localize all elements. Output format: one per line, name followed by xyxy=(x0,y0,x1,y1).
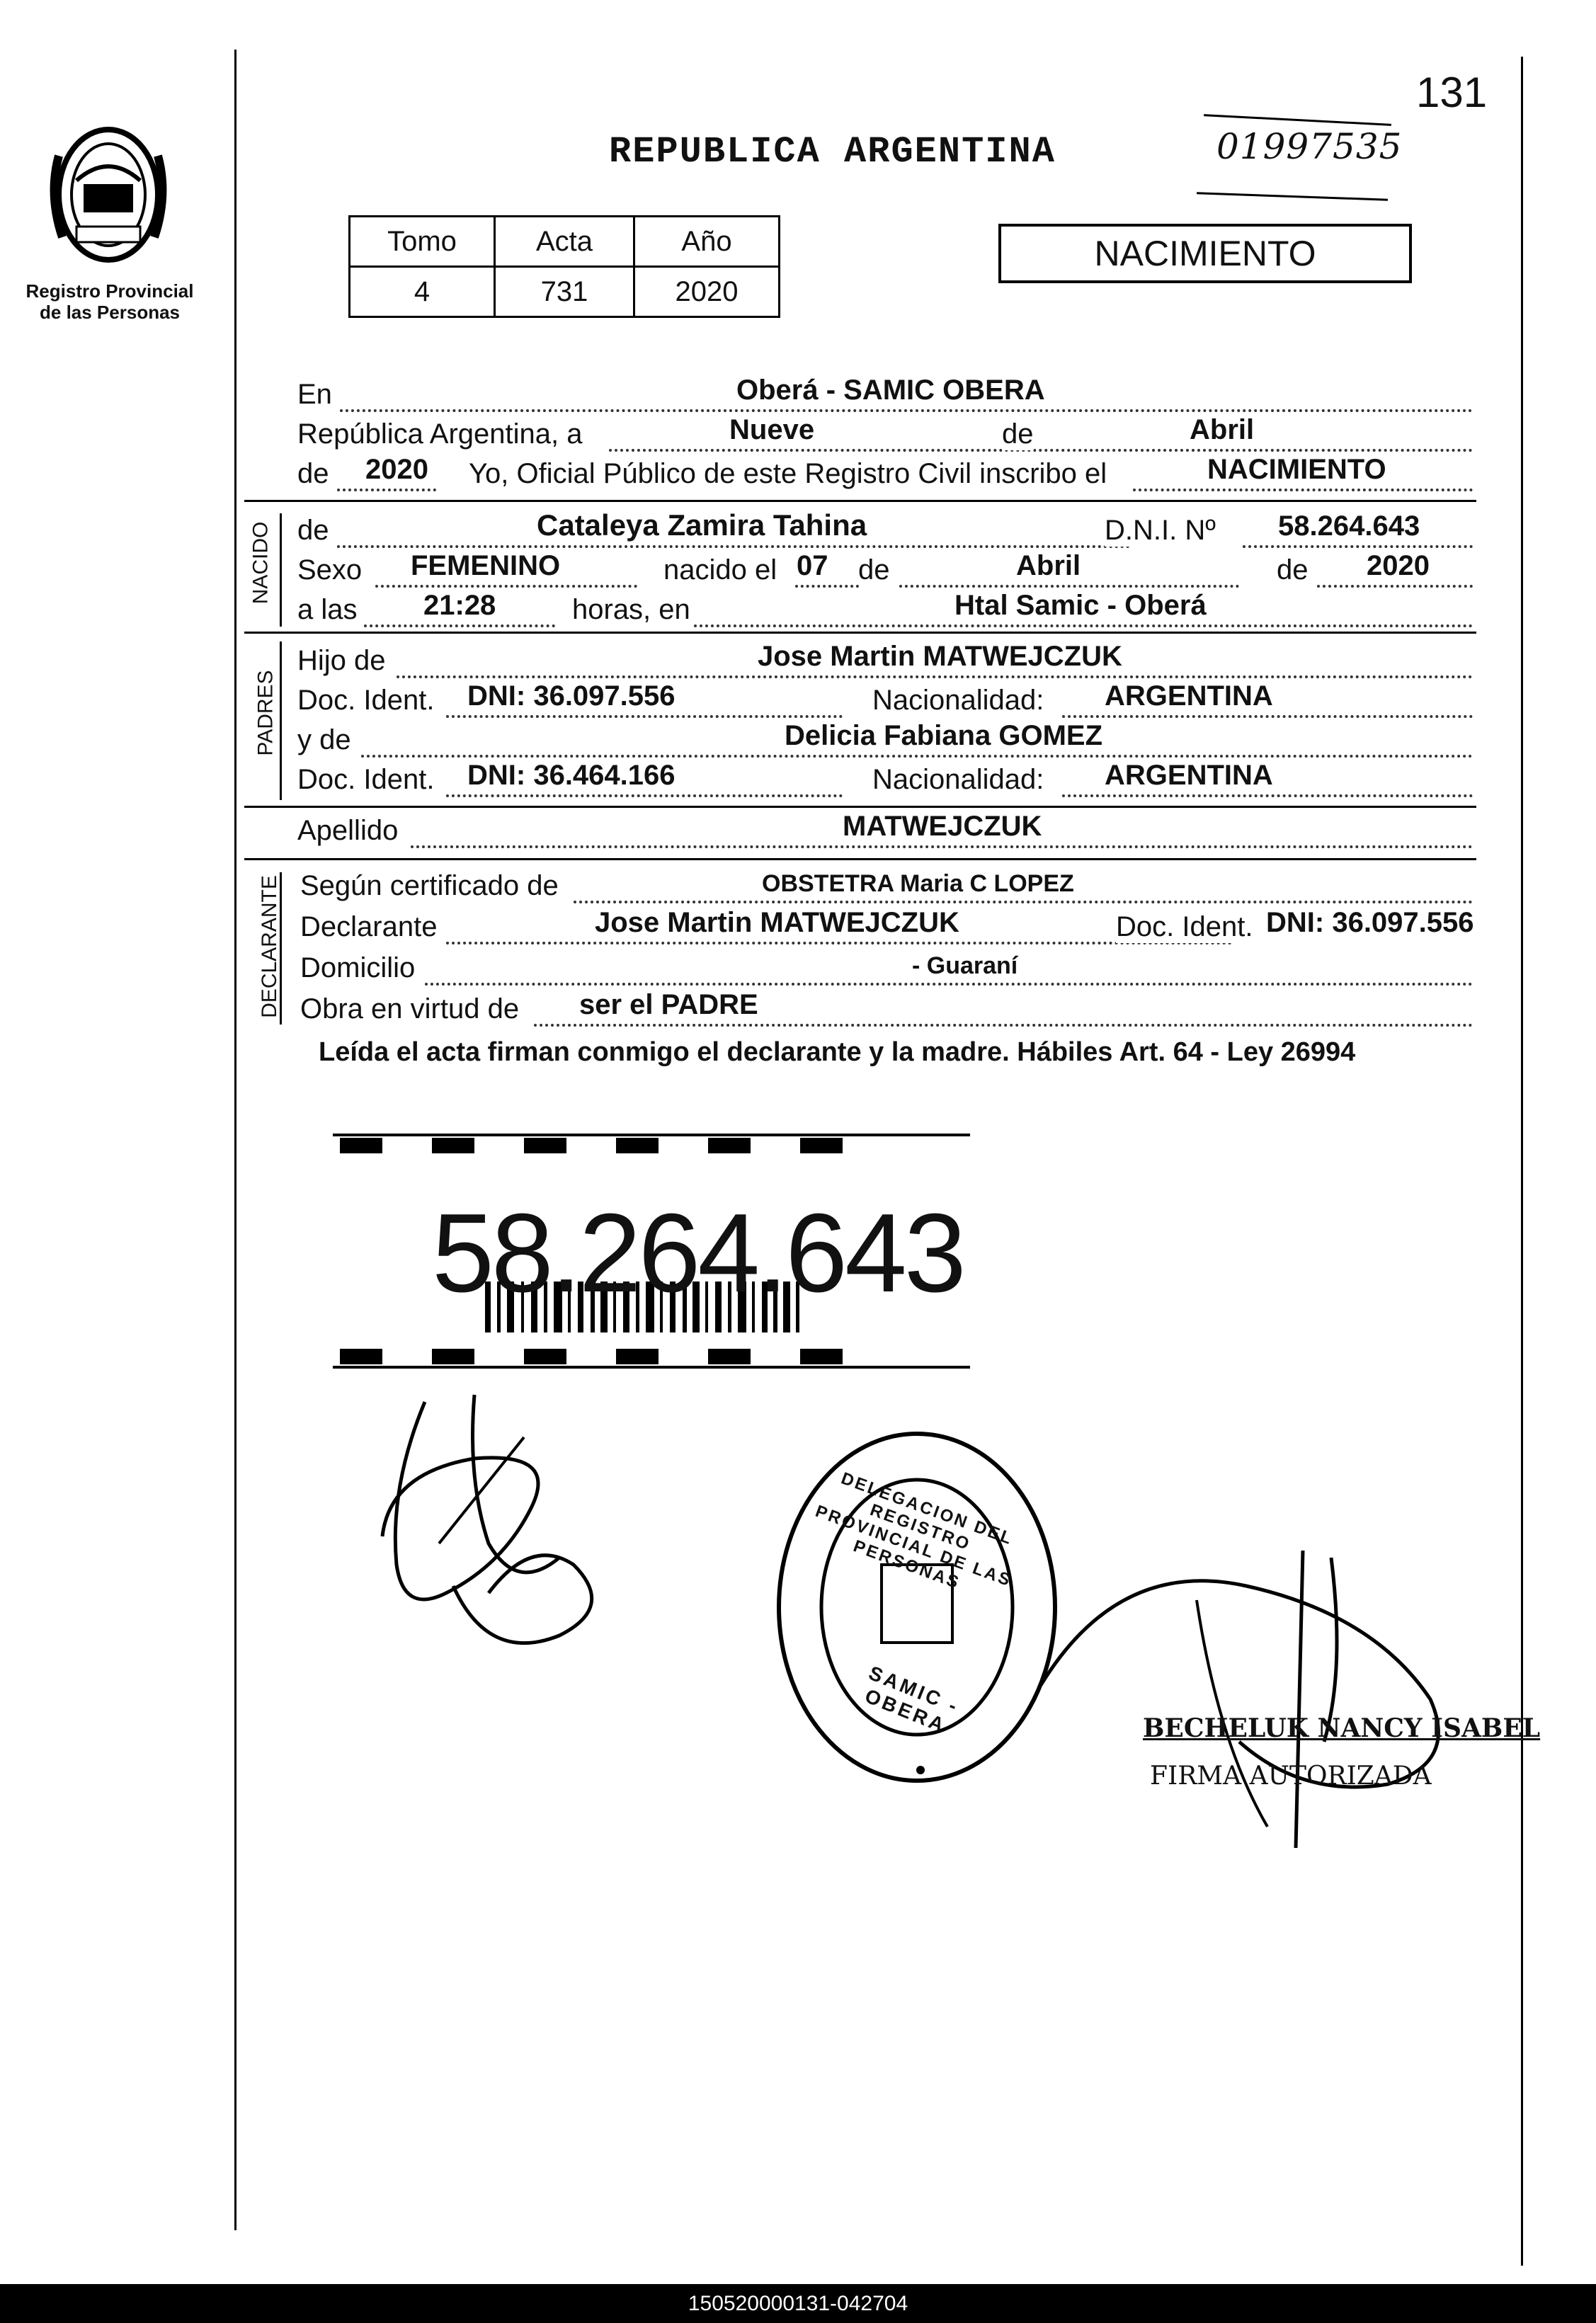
document-type-box: NACIMIENTO xyxy=(998,224,1412,283)
dotted-line xyxy=(425,983,1473,986)
sexo-value: FEMENINO xyxy=(411,550,561,581)
obra-label: Obra en virtud de xyxy=(300,993,520,1024)
official-stamp xyxy=(768,1423,1066,1791)
dotted-line xyxy=(411,845,1473,848)
dotted-line xyxy=(1133,489,1473,491)
sexo-label: Sexo xyxy=(297,554,363,586)
mother-name-value: Delicia Fabiana GOMEZ xyxy=(785,720,1103,751)
line-father xyxy=(297,641,1476,681)
de-label-1: de xyxy=(858,554,890,586)
birth-day-value: 07 xyxy=(797,550,828,581)
name-de-label: de xyxy=(297,515,329,546)
obra-value: ser el PADRE xyxy=(579,989,758,1020)
certificado-label: Según certificado de xyxy=(300,870,559,901)
registry-table xyxy=(348,215,780,318)
line-republica xyxy=(297,415,1476,455)
page-title: REPUBLICA ARGENTINA xyxy=(609,131,1056,173)
table-header-tomo: Tomo xyxy=(350,217,495,267)
dotted-line xyxy=(446,794,843,797)
en-label: En xyxy=(297,379,332,410)
seal-caption xyxy=(14,280,205,323)
dotted-line xyxy=(337,545,1130,548)
line-nacido-name xyxy=(297,508,1476,551)
domicilio-value: - Guaraní xyxy=(912,952,1018,979)
dotted-line xyxy=(1062,794,1473,797)
line-en xyxy=(297,375,1476,415)
serial-bottom-rule xyxy=(1197,192,1388,200)
child-dni-value: 58.264.643 xyxy=(1278,510,1420,542)
hijo-de-label: Hijo de xyxy=(297,645,386,676)
official-signature xyxy=(1034,1529,1473,1855)
right-margin-line xyxy=(1521,57,1523,2266)
father-name-value: Jose Martin MATWEJCZUK xyxy=(758,641,1122,672)
horas-label: horas, en xyxy=(572,594,690,625)
father-doc-value: DNI: 36.097.556 xyxy=(467,680,676,712)
dotted-line xyxy=(361,755,1473,758)
mother-nationality-value: ARGENTINA xyxy=(1105,760,1273,791)
nacido-label: nacido el xyxy=(663,554,777,586)
de-label-2: de xyxy=(1277,554,1309,586)
section-separator xyxy=(244,500,1476,502)
table-header-anio: Año xyxy=(634,217,780,267)
child-name-value: Cataleya Zamira Tahina xyxy=(537,508,867,542)
line-obra xyxy=(297,990,1476,1029)
line-nacido-hora xyxy=(297,590,1476,630)
nacido-section-label: NACIDO xyxy=(249,521,273,605)
dotted-line xyxy=(337,489,436,491)
dni-label: D.N.I. Nº xyxy=(1105,515,1216,546)
certificado-value: OBSTETRA Maria C LOPEZ xyxy=(762,870,1074,897)
de-label: de xyxy=(297,458,329,489)
domicilio-label: Domicilio xyxy=(300,952,416,983)
nacionalidad-label: Nacionalidad: xyxy=(872,685,1044,716)
table-value-acta: 731 xyxy=(495,267,634,317)
dotted-line xyxy=(446,942,1232,944)
doc-label: Doc. Ident. xyxy=(297,685,435,716)
stamp-inner-text: SAMIC - OBERA xyxy=(862,1661,963,1737)
mother-doc-value: DNI: 36.464.166 xyxy=(467,760,676,791)
closing-statement: Leída el acta firman conmigo el declarante y la madre. Hábiles Art. 64 - Ley 26994 xyxy=(319,1037,1356,1067)
seal-caption-line-1: Registro Provincial xyxy=(25,280,194,302)
line-declarante xyxy=(297,908,1476,947)
provincial-seal-icon xyxy=(34,113,183,269)
dotted-line xyxy=(364,624,555,627)
birth-time-value: 21:28 xyxy=(423,590,496,621)
footer-code: 150520000131-042704 xyxy=(0,2284,1596,2323)
act-value: NACIMIENTO xyxy=(1207,454,1386,485)
line-domicilio xyxy=(297,949,1476,988)
section-separator xyxy=(244,632,1476,634)
table-value-anio: 2020 xyxy=(634,267,780,317)
sticker-top-decoration xyxy=(333,1134,970,1153)
dni-printed-number: 58.264.643 xyxy=(432,1191,964,1315)
dotted-line xyxy=(340,409,1473,412)
table-value-tomo: 4 xyxy=(350,267,495,317)
de-label: de xyxy=(1002,418,1034,450)
sticker-bottom-decoration xyxy=(333,1349,970,1369)
table-header-acta: Acta xyxy=(495,217,634,267)
dotted-line xyxy=(574,901,1473,903)
declarante-label: Declarante xyxy=(300,911,438,942)
birth-month-value: Abril xyxy=(1016,550,1081,581)
dotted-line xyxy=(446,715,843,718)
nacionalidad-label: Nacionalidad: xyxy=(872,764,1044,795)
padres-section-label: PADRES xyxy=(253,670,278,756)
dotted-line xyxy=(1062,715,1473,718)
seal-caption-line-2: de las Personas xyxy=(40,302,180,323)
line-nacido-sexo xyxy=(297,551,1476,590)
place-value: Oberá - SAMIC OBERA xyxy=(736,375,1045,406)
dotted-line xyxy=(1317,585,1473,588)
apellido-label: Apellido xyxy=(297,815,399,846)
day-words-value: Nueve xyxy=(729,414,815,445)
birth-year-value: 2020 xyxy=(1367,550,1430,581)
dotted-line xyxy=(397,675,1473,678)
dotted-line xyxy=(694,624,1473,627)
serial-number: 01997535 xyxy=(1216,126,1403,167)
dotted-line xyxy=(1243,545,1473,548)
page-number: 131 xyxy=(1416,69,1488,116)
declarante-doc-value: DNI: 36.097.556 xyxy=(1266,907,1474,938)
dotted-line xyxy=(534,1024,1473,1027)
declarant-signature xyxy=(347,1381,644,1664)
section-separator xyxy=(244,858,1476,860)
official-title: FIRMA AUTORIZADA xyxy=(1150,1762,1432,1791)
padres-bracket xyxy=(280,641,282,800)
dotted-line xyxy=(375,585,637,588)
dotted-line xyxy=(795,585,859,588)
a-las-label: a las xyxy=(297,594,358,625)
nacido-bracket xyxy=(280,513,282,627)
serial-top-rule xyxy=(1204,114,1391,126)
line-apellido xyxy=(297,811,1476,851)
y-de-label: y de xyxy=(297,724,351,755)
month-value: Abril xyxy=(1190,414,1255,445)
line-mother-doc xyxy=(297,760,1476,800)
line-father-doc xyxy=(297,681,1476,721)
birth-place-value: Htal Samic - Oberá xyxy=(954,590,1207,621)
stamp-ring-text: DELEGACION DEL REGISTRO PROVINCIAL DE LAS PERSONAS xyxy=(812,1468,1016,1593)
dotted-line xyxy=(609,449,1473,452)
father-nationality-value: ARGENTINA xyxy=(1105,680,1273,712)
apellido-value: MATWEJCZUK xyxy=(843,811,1042,842)
dotted-line xyxy=(899,585,1239,588)
line-certificado xyxy=(297,867,1476,906)
doc-label: Doc. Ident. xyxy=(297,764,435,795)
section-separator xyxy=(244,806,1476,808)
year-value: 2020 xyxy=(365,454,428,485)
left-margin-line xyxy=(234,50,236,2230)
line-mother xyxy=(297,721,1476,760)
line-inscribo xyxy=(297,455,1476,494)
republica-label: República Argentina, a xyxy=(297,418,583,450)
official-name: BECHELUK NANCY ISABEL xyxy=(1143,1713,1541,1743)
declarante-section-label: DECLARANTE xyxy=(257,875,281,1018)
declarante-value: Jose Martin MATWEJCZUK xyxy=(595,907,959,938)
inscribo-text: Yo, Oficial Público de este Registro Civil inscribo el xyxy=(469,458,1107,489)
doc-ident-label: Doc. Ident. xyxy=(1116,911,1253,942)
